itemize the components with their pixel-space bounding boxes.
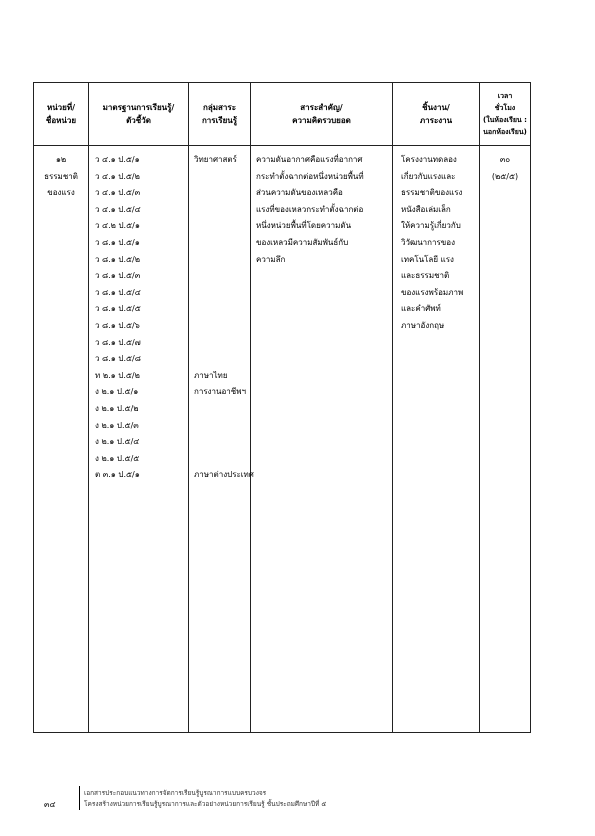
standard-item: ว ๔.๑ ป.๕/๒ — [95, 171, 140, 181]
concept-line: แรงที่ของเหลวกระทำตั้งฉากต่อ — [256, 204, 364, 214]
subject-group-cell — [189, 146, 254, 733]
concept-line: หนึ่งหน่วยพื้นที่โดยความดัน — [256, 221, 352, 231]
standard-item: ต ๓.๑ ป.๕/๑ — [95, 470, 140, 480]
standard-item: ว ๔.๑ ป.๕/๓ — [95, 188, 141, 198]
unit-title-line: ธรรมชาติ — [44, 171, 78, 181]
standard-item: ง ๒.๑ ป.๕/๔ — [95, 437, 140, 447]
concept-line: ส่วนความดันของเหลวคือ — [256, 188, 343, 198]
header-unit: หน่วยที่/ ชื่อหน่วย — [34, 83, 89, 146]
standard-item: ว ๘.๑ ป.๕/๔ — [95, 287, 141, 297]
table-header-row — [34, 83, 531, 146]
work-line: ให้ความรู้เกี่ยวกับ — [401, 221, 461, 231]
work-line: ของแรงพร้อมภาพ — [401, 287, 464, 297]
subject-group-label: ภาษาไทย — [194, 370, 228, 380]
time-cell — [480, 146, 531, 733]
concept-line: กระทำตั้งฉากต่อหนึ่งหน่วยพื้นที่ — [256, 171, 364, 181]
subject-group-label: ภาษาต่างประเทศ — [194, 470, 254, 480]
standard-item: ว ๔.๑ ป.๕/๔ — [95, 204, 141, 214]
standard-item: ว ๘.๑ ป.๕/๓ — [95, 271, 141, 281]
header-standards: มาตรฐานการเรียนรู้/ ตัวชี้วัด — [89, 83, 189, 146]
key-concept-cell — [251, 146, 393, 733]
concept-line: ความลึก — [256, 254, 286, 264]
standard-item: ว ๘.๑ ป.๕/๗ — [95, 337, 141, 347]
standard-item: ว ๔.๑ ป.๕/๑ — [95, 155, 140, 164]
header-time: เวลา ชั่วโมง (ในห้องเรียน : นอกห้องเรียน) — [480, 83, 531, 146]
work-line: ภาษาอังกฤษ — [401, 320, 445, 330]
header-subject-group: กลุ่มสาระ การเรียนรู้ — [189, 83, 251, 146]
concept-line: ความดันอากาศคือแรงที่อากาศ — [256, 155, 363, 164]
standard-item: ง ๒.๑ ป.๕/๑ — [95, 387, 139, 397]
subject-group-label: วิทยาศาสตร์ — [194, 155, 237, 164]
standard-item: ว ๔.๒ ป.๕/๑ — [95, 221, 140, 231]
work-line: หนังสือเล่มเล็ก — [401, 204, 451, 214]
page-footer — [0, 780, 595, 820]
concept-line: ของเหลวมีความสัมพันธ์กับ — [256, 237, 349, 247]
standards-cell — [89, 146, 189, 733]
time-split: (๒๕/๕) — [491, 171, 519, 181]
footer-subtitle: โครงสร้างหน่วยการเรียนรู้บูรณาการและตัวอย่างหน่วยการเรียนรู้ ชั้นประถมศึกษาปีที่ ๕ — [84, 800, 327, 808]
page-number: ๓๔ — [44, 800, 56, 809]
standard-item: ว ๘.๑ ป.๕/๖ — [95, 320, 140, 330]
work-line: เทคโนโลยี แรง — [401, 254, 454, 264]
unit-number: ๑๒ — [55, 155, 67, 164]
time-total: ๓๐ — [499, 155, 511, 164]
standard-item: ง ๒.๑ ป.๕/๕ — [95, 453, 140, 463]
work-line: เกี่ยวกับแรงและ — [401, 171, 456, 181]
work-line: โครงงานทดลอง — [401, 155, 457, 164]
subject-group-label: การงานอาชีพฯ — [194, 387, 246, 397]
work-line: และธรรมชาติ — [401, 271, 450, 281]
work-line: ธรรมชาติของแรง — [401, 188, 463, 198]
standard-item: ท ๒.๑ ป.๕/๒ — [95, 370, 140, 380]
header-work: ชิ้นงาน/ ภาระงาน — [393, 83, 480, 146]
header-key-concept: สาระสำคัญ/ ความคิดรวบยอด — [251, 83, 393, 146]
standard-item: ง ๒.๑ ป.๕/๓ — [95, 420, 139, 430]
work-cell — [393, 146, 480, 733]
footer-divider — [79, 786, 80, 810]
footer-title: เอกสารประกอบแนวทางการจัดการเรียนรู้บูรณาการแบบครบวงจร — [84, 789, 267, 797]
unit-cell — [34, 146, 89, 733]
learning-unit-table — [33, 82, 531, 733]
table-row — [34, 146, 531, 733]
standard-item: ว ๘.๑ ป.๕/๑ — [95, 237, 140, 247]
unit-title-line: ของแรง — [47, 188, 75, 198]
standard-item: ว ๘.๑ ป.๕/๒ — [95, 254, 141, 264]
standard-item: ว ๘.๑ ป.๕/๕ — [95, 304, 141, 314]
standard-item: ง ๒.๑ ป.๕/๒ — [95, 403, 139, 413]
work-line: วิวัฒนาการของ — [401, 237, 455, 247]
work-line: และคำศัพท์ — [401, 304, 441, 314]
standard-item: ว ๘.๑ ป.๕/๘ — [95, 354, 141, 364]
